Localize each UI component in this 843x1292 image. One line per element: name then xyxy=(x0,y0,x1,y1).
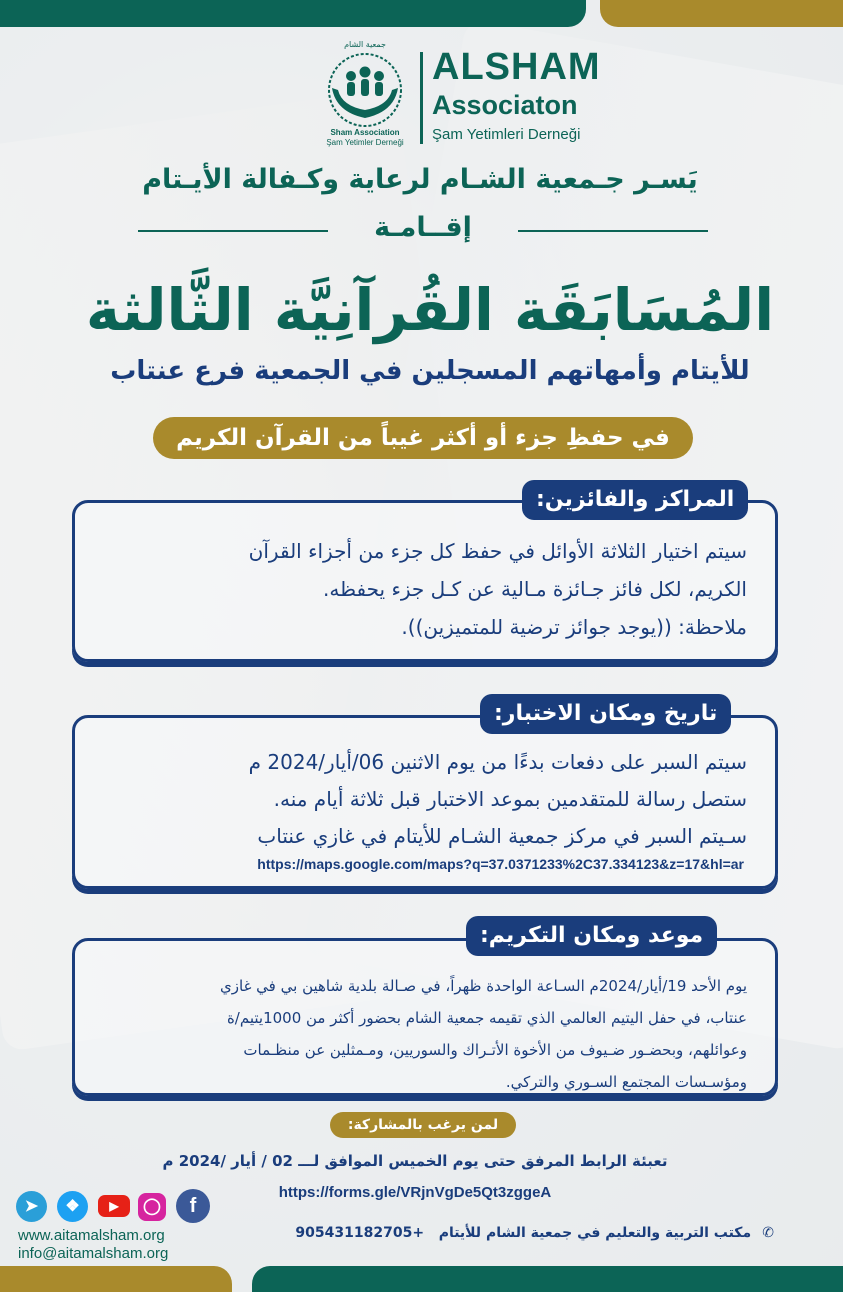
ceremony-line-2: عنتاب، في حفل اليتيم العالمي الذي تقيمه جمعية الشام بحضور أكثر من 1000يتيم/ة xyxy=(226,1009,747,1027)
page-title: المُسَابَقَة القُرآنِيَّة الثَّالثة xyxy=(85,276,775,344)
participation-pill: لمن يرغب بالمشاركة: xyxy=(330,1112,516,1138)
instagram-icon[interactable]: ◯ xyxy=(138,1193,166,1221)
emblem-english-text: Sham Association xyxy=(330,128,400,137)
memorization-pill: في حفظِ جزء أو أكثر غيباً من القرآن الكريم xyxy=(153,417,693,459)
iqama-divider xyxy=(138,212,708,248)
test-body xyxy=(87,744,747,855)
office-name: مكتب التربية والتعليم في جمعية الشام للأيتام xyxy=(438,1225,752,1241)
registration-deadline: تعبئة الرابط المرفق حتى يوم الخميس الموافق لـــ 02 / أيار /2024 م xyxy=(162,1152,668,1170)
ceremony-line-3: وعوائلهم، وبحضـور ضـيوف من الأخوة الأتـراك والسوريين، ومـمثلين عن منظـمات xyxy=(243,1041,747,1059)
test-tag: تاريخ ومكان الاختبار: xyxy=(480,694,731,734)
test-line-1: سيتم السبر على دفعات بدءًا من يوم الاثنين 06/أيار/2024 م xyxy=(248,750,747,774)
winners-note: ملاحظة: ((يوجد جوائز ترضية للمتميزين)). xyxy=(401,615,747,639)
logo-name-alsham: ALSHAM xyxy=(432,46,601,88)
top-green-bar xyxy=(0,0,586,27)
test-line-2: ستصل رسالة للمتقدمين بموعد الاختبار قبل ثلاثة أيام منه. xyxy=(273,787,747,811)
office-contact xyxy=(276,1225,774,1241)
emblem-arabic-text: جمعية الشام xyxy=(344,40,386,49)
logo-name-association: Associaton xyxy=(432,90,578,120)
ceremony-body xyxy=(77,970,747,1098)
winners-tag: المراكز والفائزين: xyxy=(522,480,748,520)
divider-line-left xyxy=(138,230,328,232)
winners-body xyxy=(87,532,747,646)
logo-divider xyxy=(420,52,423,144)
bottom-green-bar xyxy=(252,1266,843,1292)
winners-line-1: سيتم اختيار الثلاثة الأوائل في حفظ كل جزء من أجزاء القرآن xyxy=(248,539,747,563)
twitter-icon[interactable]: ❖ xyxy=(57,1191,88,1222)
social-icons xyxy=(16,1191,212,1225)
intro-text: يَسـر جـمعية الشـام لرعاية وكـفالة الأيـتام xyxy=(142,164,698,195)
facebook-icon[interactable]: f xyxy=(176,1189,210,1223)
page-subtitle: للأيتام وأمهاتهم المسجلين في الجمعية فرع عنتاب xyxy=(110,356,750,386)
emblem-turkish-text: Şam Yetimler Derneği xyxy=(326,138,404,147)
bottom-gold-bar xyxy=(0,1266,232,1292)
ceremony-tag: موعد ومكان التكريم: xyxy=(466,916,717,956)
winners-line-2: الكريم، لكل فائز جـائزة مـالية عن كـل جزء يحفظه. xyxy=(323,577,747,601)
divider-line-right xyxy=(518,230,708,232)
ceremony-line-4: ومؤسـسات المجتمع السـوري والتركي. xyxy=(505,1073,747,1091)
youtube-icon[interactable]: ▶ xyxy=(98,1195,130,1217)
iqama-text: إقــامـة xyxy=(374,212,472,243)
website-link[interactable]: www.aitamalsham.org xyxy=(18,1227,165,1244)
ceremony-line-1: يوم الأحد 19/أيار/2024م السـاعة الواحدة ظهراً، في صـالة بلدية شاهين بي في غازي xyxy=(220,977,747,995)
registration-form-link[interactable]: https://forms.gle/VRjnVgDe5Qt3zggeA xyxy=(278,1184,552,1201)
logo-name-turkish: Şam Yetimleri Derneği xyxy=(432,126,581,143)
association-logo xyxy=(318,40,618,156)
map-link[interactable]: https://maps.google.com/maps?q=37.0371233%2C37.334123&z=17&hl=ar xyxy=(257,856,744,872)
phone-number[interactable]: +905431182705 xyxy=(295,1225,425,1241)
email-link[interactable]: info@aitamalsham.org xyxy=(18,1245,169,1262)
phone-icon: ✆ xyxy=(762,1225,774,1241)
telegram-icon[interactable]: ➤ xyxy=(16,1191,47,1222)
test-line-3: سـيتم السبر في مركز جمعية الشـام للأيتام في غازي عنتاب xyxy=(257,824,747,848)
top-gold-bar xyxy=(600,0,843,27)
